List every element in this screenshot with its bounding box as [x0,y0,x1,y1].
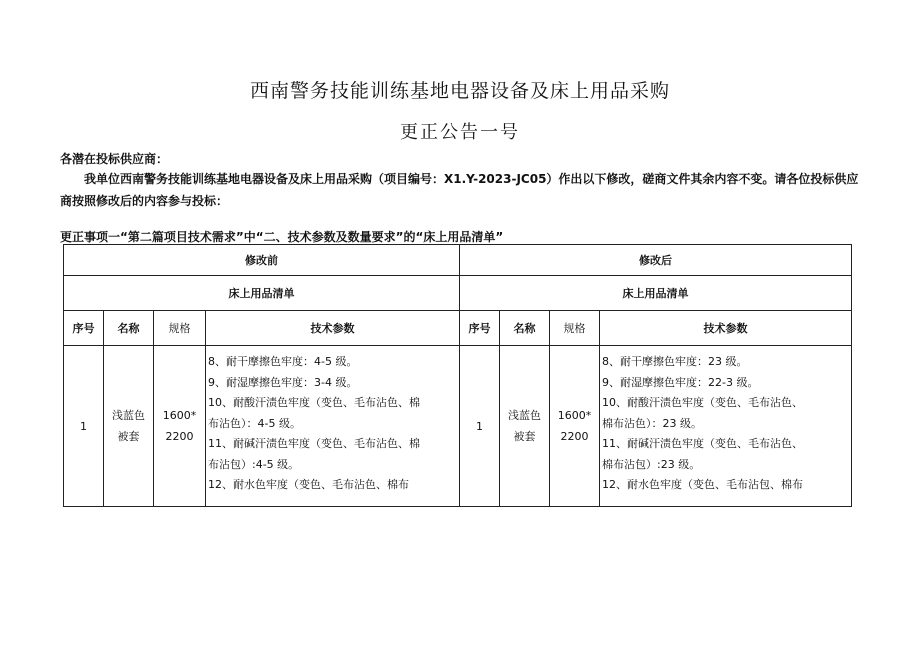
before-spec [154,346,206,507]
document-title: 西南警务技能训练基地电器设备及床上用品采购 [249,80,670,102]
before-list-title: 床上用品清单 [64,276,460,311]
header-spec: 规格 [154,311,206,346]
before-label: 修改前 [64,245,460,276]
before-spec-line: 1600* [162,409,197,422]
before-no: 1 [64,346,104,507]
after-label: 修改后 [460,245,852,276]
param-line: 布沾色）：4-5 级。 [208,416,301,430]
body-paragraph: 我单位西南警务技能训练基地电器设备及床上用品采购（项目编号：X1.Y-2023-JC05）作出以下修改，磋商文件其余内容不变。请各位投标供应商按照修改后的内容参与投标： [60,172,859,208]
after-list-title: 床上用品清单 [460,276,852,311]
after-spec [550,346,600,507]
header-no: 序号 [64,311,104,346]
after-spec-line: 1600* [557,409,592,422]
header-params: 技术参数 [206,311,460,346]
header-name: 名称 [500,311,550,346]
before-name [104,346,154,507]
header-no: 序号 [460,311,500,346]
before-spec-line: 2200 [165,430,194,443]
header-spec: 规格 [550,311,600,346]
param-line: 棉布沾包）:23 级。 [602,457,701,471]
after-no: 1 [460,346,500,507]
table-header-row [64,245,852,276]
header-params: 技术参数 [600,311,852,346]
param-line: 9、耐湿摩擦色牢度：22-3 级。 [602,375,759,389]
addressee: 各潜在投标供应商： [60,152,169,166]
correction-item-heading: 更正事项一“第二篇项目技术需求”中“二、技术参数及数量要求”的“床上用品清单” [60,230,504,244]
before-params [206,346,460,507]
after-params [600,346,852,507]
param-line: 10、耐酸汗渍色牢度（变色、毛布沾色、棉 [208,396,420,409]
param-line: 12、耐水色牢度（变色、毛布沾色、棉布 [208,478,409,491]
after-name-line: 被套 [513,430,536,443]
list-title-row [64,276,852,311]
document-subtitle: 更正公告一号 [400,122,520,143]
after-name [500,346,550,507]
param-line: 10、耐酸汗渍色牢度（变色、毛布沾色、 [602,396,803,409]
param-line: 8、耐干摩擦色牢度：4-5 级。 [208,355,358,368]
param-line: 12、耐水色牢度（变色、毛布沾包、棉布 [602,478,803,491]
param-line: 8、耐干摩擦色牢度：23 级。 [602,355,748,368]
table-row [64,346,852,507]
header-name: 名称 [104,311,154,346]
param-line: 布沾包）:4-5 级。 [208,457,300,471]
before-name-line: 被套 [117,430,140,443]
correction-table [63,244,852,507]
after-spec-line: 2200 [560,430,589,443]
after-name-line: 浅蓝色 [508,409,541,422]
param-line: 9、耐湿摩擦色牢度：3-4 级。 [208,375,358,389]
param-line: 11、耐碱汗渍色牢度（变色、毛布沾色、棉 [208,437,420,450]
before-name-line: 浅蓝色 [112,409,145,422]
param-line: 棉布沾色）：23 级。 [602,416,702,430]
param-line: 11、耐碱汗渍色牢度（变色、毛布沾色、 [602,437,803,450]
column-header-row [64,311,852,346]
